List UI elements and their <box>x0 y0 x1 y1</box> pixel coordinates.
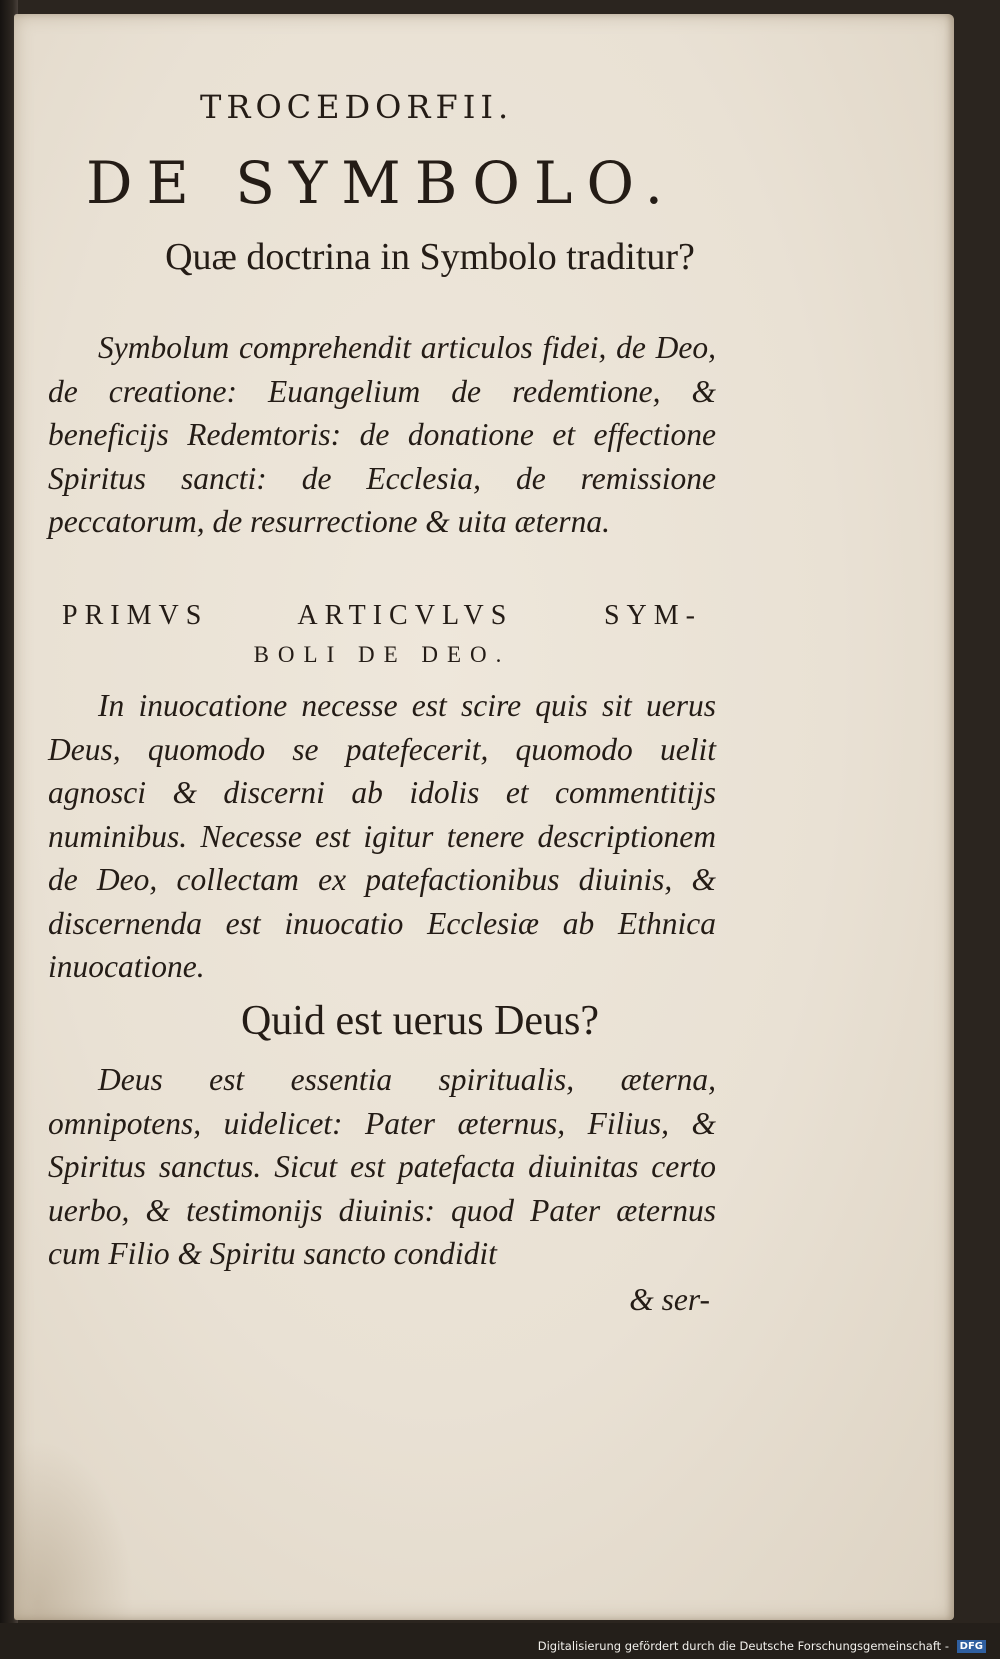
paragraph-3: Deus est essentia spiritualis, æterna, omnipotens, uidelicet: Pater æternus, Filius, & Spiritus sanctus. Sicut est patefacta diuinitas certo uerbo, & testimonijs diuinis: quod Pater æternus cum Filio & Spiritu sancto condidit <box>48 1062 716 1271</box>
paragraph-1: Symbolum comprehendit articulos fidei, de Deo, de creatione: Euangelium de redemtione, & beneficijs Redemtoris: de donatione et effectione Spiritus sancti: de Ecclesia, de remissione peccatorum, de resurrectione & uita æterna. <box>48 330 716 539</box>
footer-bar <box>0 1623 1000 1659</box>
article-heading <box>62 596 702 674</box>
paper-stain <box>14 1440 134 1620</box>
paragraph-2: In inuocatione necesse est scire quis sit uerus Deus, quomodo se patefecerit, quomodo uelit agnosci & discerni ab idolis et commentitijs numinibus. Necesse est igitur tenere descriptionem de Deo, collectam ex patefactionibus diuinis, & discernenda est inuocatio Ecclesiæ ab Ethnica inuocatione. <box>48 688 716 984</box>
running-head: TROCEDORFII. <box>200 88 514 126</box>
funding-credit-text: Digitalisierung gefördert durch die Deutsche Forschungsgemeinschaft - <box>537 1639 949 1653</box>
funding-credit <box>538 1639 986 1653</box>
question-heading-1: Quæ doctrina in Symbolo traditur? <box>165 236 695 278</box>
question-heading-2: Quid est uerus Deus? <box>240 998 600 1044</box>
article-heading-line-1: PRIMVS ARTICVLVS SYM- <box>62 600 702 631</box>
chapter-title: DE SYMBOLO. <box>86 149 678 217</box>
article-heading-line-2: BOLI DE DEO. <box>253 642 511 667</box>
dfg-logo-icon: DFG <box>957 1640 986 1653</box>
catchword: & ser- <box>629 1282 710 1317</box>
